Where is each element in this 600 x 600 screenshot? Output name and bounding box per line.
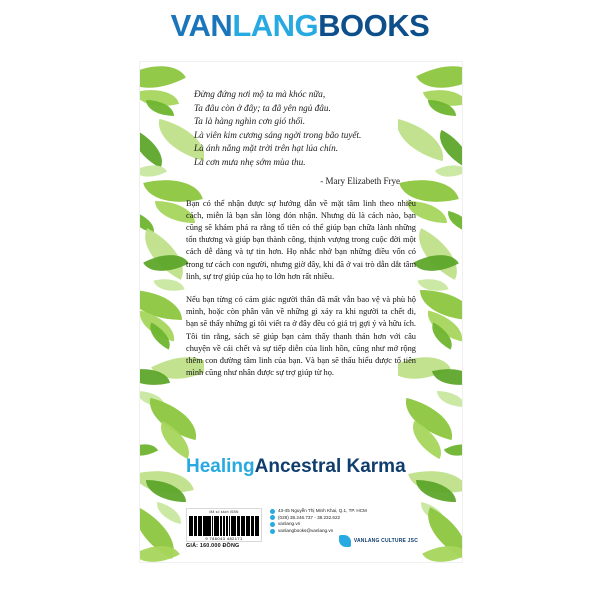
book-cover-image	[140, 62, 462, 562]
publisher-name: VANLANG CULTURE JSC	[353, 538, 418, 544]
barcode-caption: Mã số sách ISBN	[209, 510, 239, 514]
barcode-number: 9 786043 482171	[205, 536, 243, 541]
contact-phone: (028) 38.246.737 - 38.232.622	[278, 514, 341, 520]
wordmark-part-lang: LANG	[232, 8, 319, 43]
blurb-paragraph-2: Nếu bạn từng có cảm giác người thân đã mất vẫn bao vệ và phù hộ mình, hoặc còn phân vân về những gì xảy ra khi người ta chết đi, bạn sẽ thấy những gì tôi viết ra ở đây đều có giá trị gợi ý và hữu ích. Tôi tin rằng, sách sẽ giúp bạn cảm thấy thanh thản hơn với câu chuyện về cái chết và sự tiếp diễn của linh hồn, cũng như mở rộng thêm con đường tâm linh của bạn. Và bạn sẽ thấu hiểu được tổ tiên mình cũng như nhân được sự trợ giúp từ họ.	[186, 294, 416, 378]
contact-website: vanlang.vn	[278, 521, 301, 527]
cover-content	[186, 88, 416, 536]
publisher-contact-block	[270, 508, 367, 534]
contact-phone-row	[270, 515, 367, 522]
price-label: GIÁ: 160.000 ĐỒNG	[186, 543, 240, 549]
contact-website-row	[270, 521, 367, 528]
isbn-barcode	[186, 508, 262, 542]
poem-line: Là viên kim cương sáng ngời trong bão tuyết.	[194, 129, 362, 140]
book-title-part-1: Healing	[186, 456, 255, 477]
cover-footer	[186, 508, 418, 548]
barcode-bar	[258, 516, 259, 536]
envelope-icon	[270, 529, 275, 534]
poem-line: Là cơn mưa nhẹ sớm mùa thu.	[194, 156, 306, 167]
poem-block	[194, 88, 416, 170]
phone-icon	[270, 515, 275, 520]
barcode-bars	[189, 516, 259, 536]
poem-line: Là ánh nắng mặt trời trên hạt lúa chín.	[194, 143, 338, 154]
globe-icon	[270, 522, 275, 527]
book-title	[186, 456, 406, 478]
wordmark-part-books: BOOKS	[318, 8, 430, 43]
contact-address: 43-45 Nguyễn Thị Minh Khai, Q.1, TP. HCM	[278, 508, 367, 513]
poem-line: Đừng đứng nơi mộ ta mà khóc nữa,	[194, 89, 326, 99]
leaf-shape	[444, 211, 462, 233]
location-pin-icon	[270, 509, 275, 514]
publisher-wordmark	[0, 8, 600, 44]
contact-address-row	[270, 508, 367, 515]
poem-line: Ta là hàng nghìn cơn gió thổi.	[194, 116, 305, 127]
publisher-logo	[339, 535, 418, 547]
contact-email: vanlangbooks@vanlang.vn	[278, 527, 334, 533]
leaf-shape	[444, 436, 462, 463]
wordmark-part-van: VAN	[170, 8, 233, 43]
book-title-part-2: Ancestral Karma	[254, 456, 406, 477]
poem-line: Ta đâu còn ở đây; ta đã yên ngủ đâu.	[194, 102, 331, 113]
leaf-logo-icon	[339, 535, 351, 547]
leaf-shape	[437, 391, 462, 407]
blurb-paragraph-1: Bạn có thể nhận được sự hướng dẫn về mặt tâm linh theo nhiều cách, miễn là bạn sẵn lòng đón nhận. Nhưng dù là cách nào, bạn cũng sẽ khám phá ra rằng tổ tiên có thể giúp bạn chữa lành những tổn thương và giúp bạn thành công, thịnh vượng trong cuộc đời một cách dễ dàng và tự tin hơn. Họ nhắc nhở bạn những điều vốn có trong tư cách con người, nhưng giờ đây, khi đã ở vai trò dẫn dắt tâm linh, sự trợ giúp của họ to lớn hơn rất nhiều.	[186, 198, 416, 281]
leaf-shape	[140, 436, 158, 463]
poem-author: - Mary Elizabeth Frye	[320, 175, 400, 186]
contact-email-row	[270, 528, 367, 535]
